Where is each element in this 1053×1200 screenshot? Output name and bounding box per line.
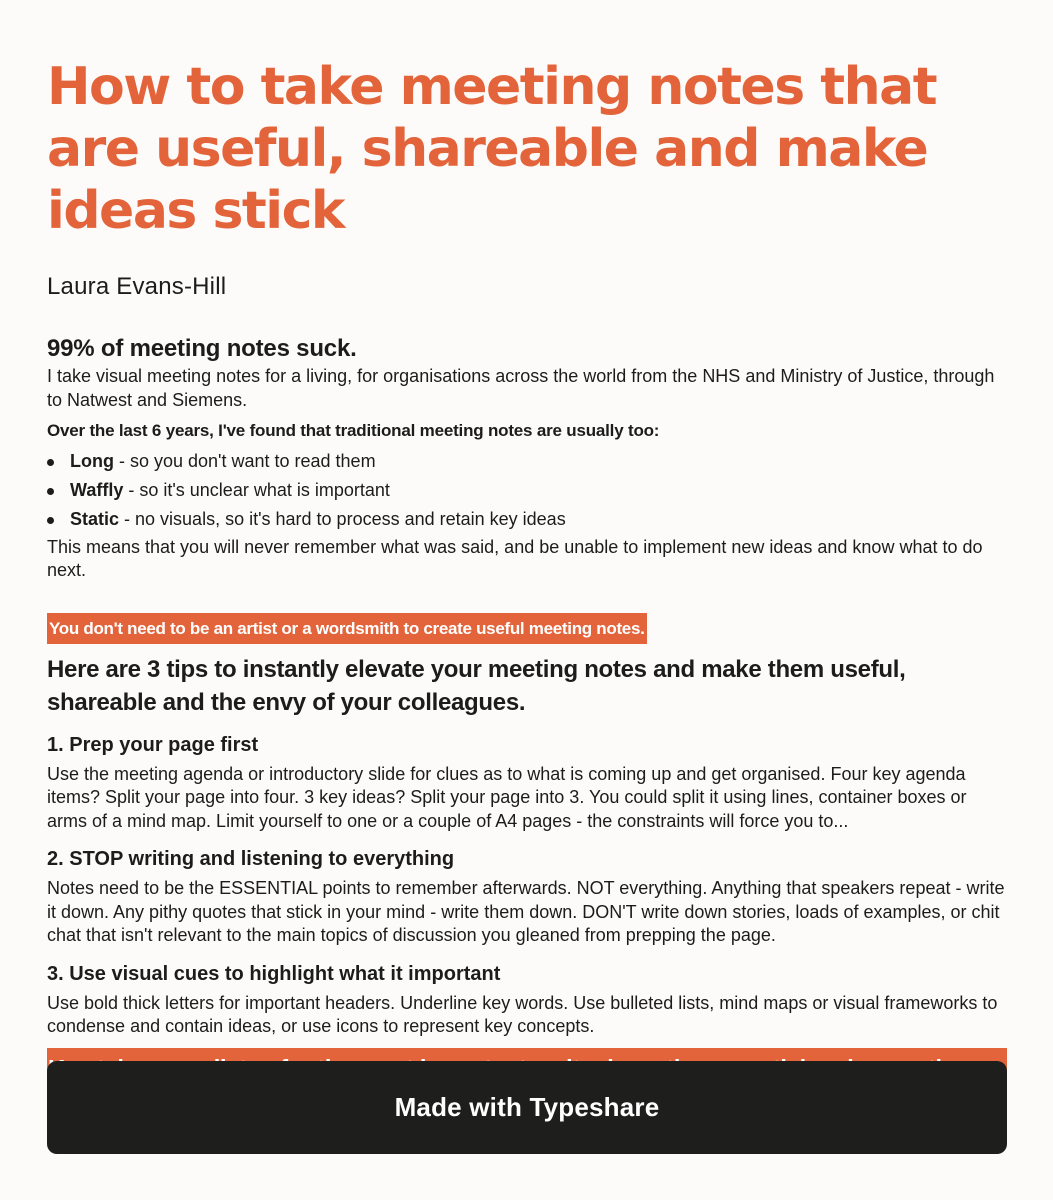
problems-lead: Over the last 6 years, I've found that traditional meeting notes are usually too: bbox=[47, 421, 660, 440]
bullet-icon bbox=[47, 459, 54, 466]
highlight-banner: You don't need to be an artist or a wordsmith to create useful meeting notes. bbox=[47, 613, 647, 644]
tip-body: Notes need to be the ESSENTIAL points to remember afterwards. NOT everything. Anything that speakers repeat - write it down. Any pithy quotes that stick in your mind - write them down. DON'T write down stories, loads of examples, or chit chat that isn't relevant to the main topics of discussion you gleaned from prepping the page. bbox=[47, 878, 1005, 945]
page-title: How to take meeting notes that are useful, shareable and make ideas stick bbox=[47, 57, 937, 241]
tip-body: Use the meeting agenda or introductory slide for clues as to what is coming up and get organised. Four key agenda items? Split your page into four. 3 key ideas? Split your page into 3. You could split it using lines, container boxes or arms of a mind map. Limit yourself to one or a couple of A4 pages - the constraints will force you to... bbox=[47, 763, 967, 831]
tip-title: 3. Use visual cues to highlight what it important bbox=[47, 962, 501, 985]
intro-paragraph: I take visual meeting notes for a living, for organisations across the world from the NHS and Ministry of Justice, through to Natwest and Siemens. bbox=[47, 366, 995, 410]
list-item bbox=[47, 447, 1007, 476]
tip-title: 1. Prep your page first bbox=[47, 733, 259, 756]
tips-heading: Here are 3 tips to instantly elevate your meeting notes and make them useful, shareable and the envy of your colleagues. bbox=[47, 655, 906, 716]
list-item-text: - so you don't want to read them bbox=[113, 450, 376, 471]
list-item-term: Static bbox=[70, 508, 120, 529]
list-item-text: - so it's unclear what is important bbox=[123, 479, 390, 500]
list-item-term: Long bbox=[70, 450, 114, 471]
bullet-icon bbox=[47, 517, 54, 524]
made-with-typeshare-button[interactable] bbox=[47, 1061, 1007, 1154]
list-item bbox=[47, 505, 1007, 534]
hook-heading: 99% of meeting notes suck. bbox=[47, 335, 357, 362]
list-item-term: Waffly bbox=[70, 479, 124, 500]
footer-label: Made with Typeshare bbox=[394, 1092, 660, 1122]
tip-title: 2. STOP writing and listening to everything bbox=[47, 848, 455, 870]
author-name: Laura Evans-Hill bbox=[47, 273, 227, 300]
bullet-icon bbox=[47, 488, 54, 495]
list-item-text: - no visuals, so it's hard to process and retain key ideas bbox=[119, 508, 566, 529]
tip-body: Use bold thick letters for important headers. Underline key words. Use bulleted lists, mind maps or visual frameworks to condense and contain ideas, or use icons to represent key concepts. bbox=[47, 992, 998, 1036]
conclusion-paragraph: This means that you will never remember what was said, and be unable to implement new ideas and know what to do next. bbox=[47, 536, 983, 580]
problems-list bbox=[47, 447, 1007, 534]
article bbox=[47, 56, 1007, 1130]
list-item bbox=[47, 476, 1007, 505]
